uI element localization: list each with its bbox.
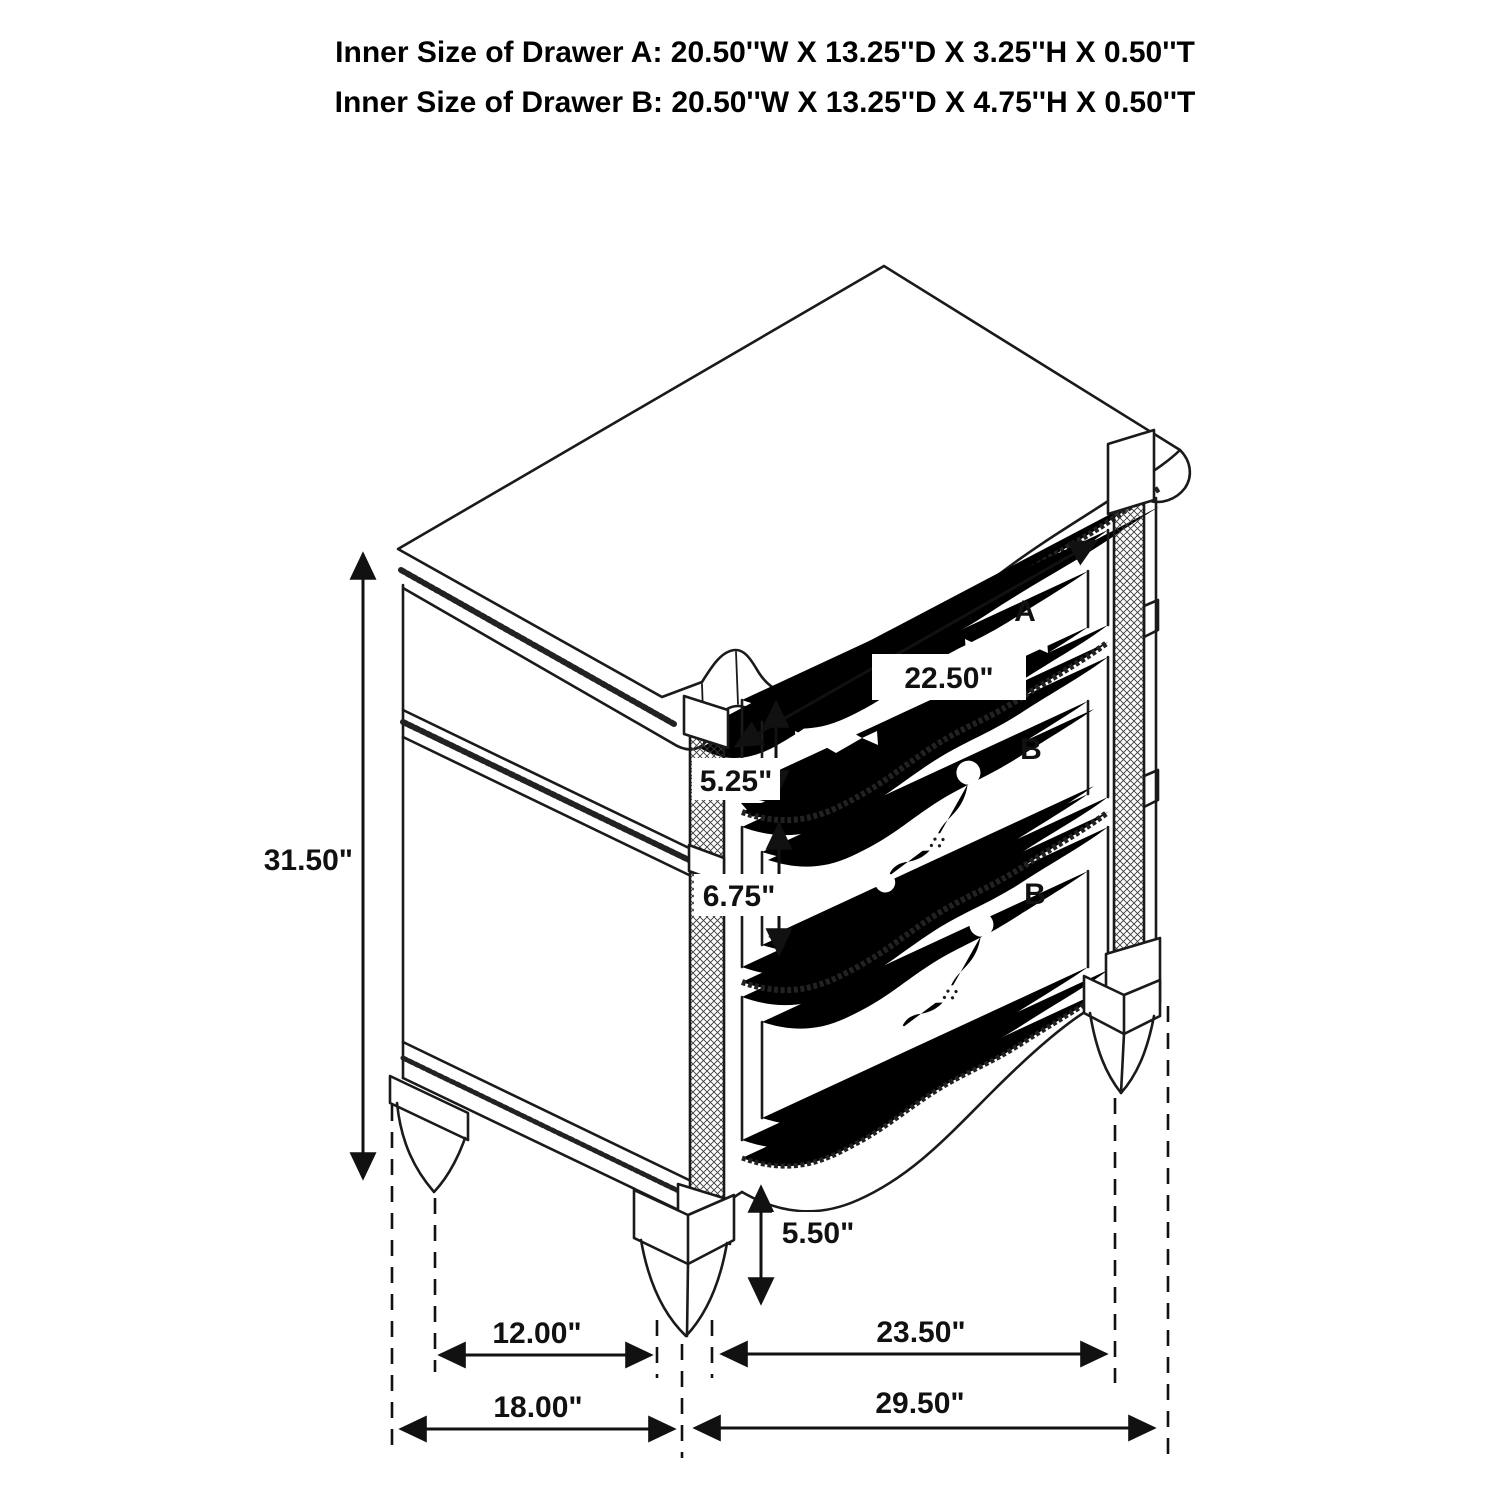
side-mid-band-top xyxy=(403,710,689,848)
drawer-b-bottom-letter: B xyxy=(1024,878,1046,911)
front-leg-span-label: 23.50" xyxy=(876,1316,966,1349)
right-pilaster-cap xyxy=(1108,430,1154,514)
drawer-b-middle-letter: B xyxy=(1020,733,1042,766)
title-block xyxy=(335,36,1196,119)
overall-width-label: 29.50" xyxy=(875,1387,965,1420)
overall-depth-label: 18.00" xyxy=(493,1391,583,1424)
side-mid-band-bottom xyxy=(403,737,689,875)
front-center-leg xyxy=(634,1190,734,1336)
front-right-leg xyxy=(1084,976,1160,1093)
drawer-width-label: 22.50" xyxy=(904,662,994,695)
nightstand-artwork xyxy=(390,266,1190,1336)
front-leg-inset-label: 12.00" xyxy=(492,1317,582,1350)
overall-height-label: 31.50" xyxy=(263,844,353,877)
right-pilaster-fretwork xyxy=(1114,481,1144,973)
drawer-a-letter: A xyxy=(1014,595,1036,628)
drawer-b-height-label: 6.75" xyxy=(702,880,776,913)
leg-height-label: 5.50" xyxy=(781,1217,855,1250)
side-mid-band-shadow xyxy=(403,722,689,860)
left-pilaster-fretwork xyxy=(690,733,724,1208)
drawer-a-height-label: 5.25" xyxy=(699,765,773,798)
back-left-leg xyxy=(390,1076,468,1192)
title-line-drawer-a: Inner Size of Drawer A: 20.50''W X 13.25''D X 3.25''H X 0.50''T xyxy=(335,36,1195,69)
title-line-drawer-b: Inner Size of Drawer B: 20.50''W X 13.25''D X 4.75''H X 0.50''T xyxy=(334,86,1196,119)
